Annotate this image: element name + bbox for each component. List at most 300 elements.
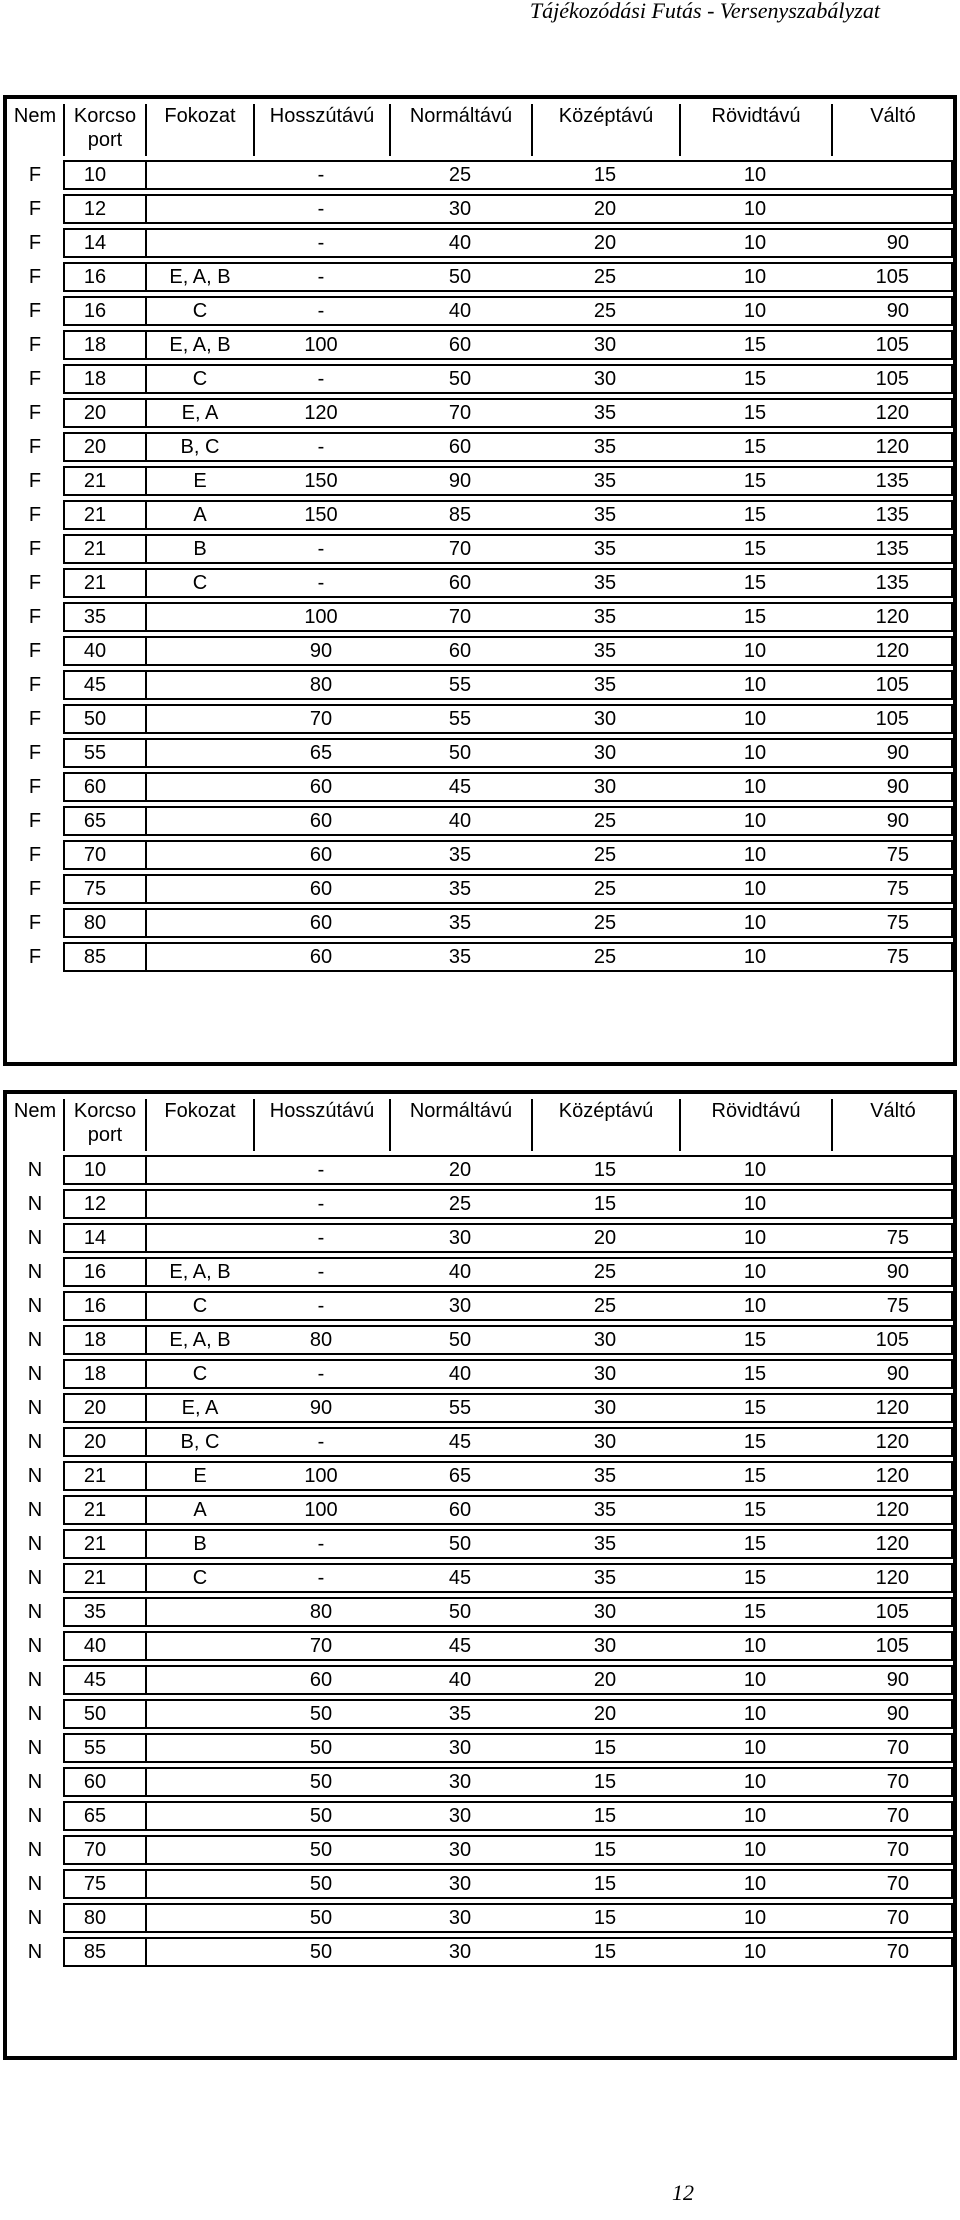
cell-age-group: 20 — [63, 1427, 145, 1457]
cell-middle: 20 — [531, 228, 679, 258]
cell-gender: N — [27, 1873, 43, 1895]
table-row — [7, 262, 953, 292]
cell-normal: 35 — [389, 942, 531, 972]
cell-sprint: 10 — [679, 1937, 831, 1967]
table-row — [7, 704, 953, 734]
cell-age-group: 40 — [63, 1631, 145, 1661]
cell-long: 60 — [253, 840, 389, 870]
cell-gender: F — [28, 402, 42, 424]
cell-gender: N — [27, 1601, 43, 1623]
cell-middle: 35 — [531, 500, 679, 530]
cell-normal: 40 — [389, 806, 531, 836]
cell-age-group: 18 — [63, 364, 145, 394]
cell-level: B, C — [145, 432, 253, 462]
cell-gender: N — [27, 1397, 43, 1419]
cell-age-group: 65 — [63, 806, 145, 836]
cell-level: C — [145, 296, 253, 326]
cell-long: 50 — [253, 1903, 389, 1933]
cell-middle: 35 — [531, 466, 679, 496]
cell-gender: F — [28, 844, 42, 866]
cell-gender: N — [27, 1159, 43, 1181]
cell-long: 100 — [253, 1461, 389, 1491]
header-age-group: Korcso port — [63, 104, 145, 156]
cell-gender: F — [28, 164, 42, 186]
cell-sprint: 10 — [679, 840, 831, 870]
table-row — [7, 432, 953, 462]
cell-level: C — [145, 1359, 253, 1389]
cell-sprint: 10 — [679, 670, 831, 700]
cell-age-group: 21 — [63, 1495, 145, 1525]
cell-age-group: 85 — [63, 1937, 145, 1967]
cell-normal: 50 — [389, 1529, 531, 1559]
header-sprint-distance: Rövidtávú — [679, 1099, 831, 1151]
cell-relay: 90 — [831, 1257, 953, 1287]
cell-middle: 30 — [531, 364, 679, 394]
cell-level — [145, 1597, 253, 1627]
cell-normal: 50 — [389, 364, 531, 394]
cell-age-group: 75 — [63, 874, 145, 904]
cell-relay: 70 — [831, 1733, 953, 1763]
cell-age-group: 21 — [63, 500, 145, 530]
cell-relay: 75 — [831, 942, 953, 972]
cell-relay: 120 — [831, 602, 953, 632]
cell-gender: N — [27, 1465, 43, 1487]
cell-relay: 105 — [831, 1597, 953, 1627]
cell-normal: 60 — [389, 568, 531, 598]
table-row — [7, 500, 953, 530]
cell-sprint: 10 — [679, 908, 831, 938]
cell-middle: 15 — [531, 1903, 679, 1933]
cell-sprint: 10 — [679, 942, 831, 972]
distance-table — [7, 1095, 953, 1971]
cell-level — [145, 1699, 253, 1729]
cell-age-group: 21 — [63, 1529, 145, 1559]
cell-level — [145, 160, 253, 190]
cell-level — [145, 670, 253, 700]
table-row — [7, 1223, 953, 1253]
cell-middle: 20 — [531, 194, 679, 224]
cell-sprint: 10 — [679, 636, 831, 666]
cell-gender: F — [28, 334, 42, 356]
cell-relay: 120 — [831, 1461, 953, 1491]
cell-middle: 25 — [531, 1291, 679, 1321]
cell-relay — [831, 1189, 953, 1219]
table-row — [7, 194, 953, 224]
cell-long: 120 — [253, 398, 389, 428]
cell-level: E, A — [145, 398, 253, 428]
cell-sprint: 10 — [679, 1291, 831, 1321]
table-row — [7, 1189, 953, 1219]
cell-sprint: 10 — [679, 1665, 831, 1695]
cell-relay: 70 — [831, 1801, 953, 1831]
cell-middle: 25 — [531, 1257, 679, 1287]
cell-sprint: 10 — [679, 1767, 831, 1797]
cell-long: 60 — [253, 772, 389, 802]
cell-age-group: 75 — [63, 1869, 145, 1899]
table-row — [7, 1529, 953, 1559]
table-row — [7, 466, 953, 496]
cell-gender: N — [27, 1703, 43, 1725]
cell-relay: 90 — [831, 1665, 953, 1695]
cell-middle: 30 — [531, 1427, 679, 1457]
cell-normal: 25 — [389, 160, 531, 190]
cell-level — [145, 1835, 253, 1865]
cell-normal: 60 — [389, 432, 531, 462]
cell-sprint: 10 — [679, 738, 831, 768]
cell-gender: N — [27, 1941, 43, 1963]
cell-relay: 75 — [831, 840, 953, 870]
cell-sprint: 10 — [679, 1903, 831, 1933]
cell-normal: 55 — [389, 670, 531, 700]
cell-age-group: 20 — [63, 398, 145, 428]
cell-age-group: 20 — [63, 1393, 145, 1423]
table-row — [7, 942, 953, 972]
cell-long: 100 — [253, 602, 389, 632]
cell-age-group: 35 — [63, 1597, 145, 1627]
cell-sprint: 15 — [679, 398, 831, 428]
table-row — [7, 1393, 953, 1423]
cell-normal: 25 — [389, 1189, 531, 1219]
cell-middle: 35 — [531, 1495, 679, 1525]
cell-age-group: 70 — [63, 1835, 145, 1865]
cell-relay: 120 — [831, 1427, 953, 1457]
cell-gender: N — [27, 1669, 43, 1691]
table-row — [7, 874, 953, 904]
cell-relay: 90 — [831, 228, 953, 258]
cell-long: 50 — [253, 1801, 389, 1831]
cell-level: C — [145, 1563, 253, 1593]
cell-normal: 20 — [389, 1155, 531, 1185]
cell-age-group: 16 — [63, 1257, 145, 1287]
cell-level: E, A, B — [145, 1325, 253, 1355]
cell-age-group: 80 — [63, 908, 145, 938]
cell-long: - — [253, 228, 389, 258]
cell-sprint: 10 — [679, 1733, 831, 1763]
cell-level: E — [145, 1461, 253, 1491]
table-row — [7, 1427, 953, 1457]
cell-normal: 35 — [389, 908, 531, 938]
cell-gender: F — [28, 878, 42, 900]
cell-relay — [831, 1155, 953, 1185]
cell-age-group: 18 — [63, 1359, 145, 1389]
header-long-distance: Hosszútávú — [253, 1099, 389, 1151]
cell-normal: 50 — [389, 1597, 531, 1627]
cell-level — [145, 636, 253, 666]
cell-middle: 35 — [531, 602, 679, 632]
cell-long: - — [253, 568, 389, 598]
cell-age-group: 21 — [63, 1461, 145, 1491]
cell-long: 70 — [253, 1631, 389, 1661]
cell-sprint: 10 — [679, 806, 831, 836]
cell-relay: 135 — [831, 534, 953, 564]
cell-level: A — [145, 500, 253, 530]
cell-relay: 90 — [831, 1359, 953, 1389]
cell-level: B — [145, 534, 253, 564]
cell-gender: N — [27, 1567, 43, 1589]
cell-relay: 70 — [831, 1835, 953, 1865]
cell-long: 60 — [253, 806, 389, 836]
cell-long: - — [253, 364, 389, 394]
table-row — [7, 1903, 953, 1933]
cell-sprint: 15 — [679, 500, 831, 530]
cell-long: - — [253, 1529, 389, 1559]
cell-long: 70 — [253, 704, 389, 734]
cell-normal: 45 — [389, 772, 531, 802]
cell-middle: 15 — [531, 1155, 679, 1185]
table-row — [7, 1563, 953, 1593]
table-header-row — [7, 1099, 953, 1151]
table-row — [7, 534, 953, 564]
cell-normal: 45 — [389, 1563, 531, 1593]
cell-age-group: 50 — [63, 704, 145, 734]
cell-gender: F — [28, 232, 42, 254]
table-row — [7, 1155, 953, 1185]
cell-relay: 120 — [831, 398, 953, 428]
cell-normal: 65 — [389, 1461, 531, 1491]
cell-normal: 45 — [389, 1631, 531, 1661]
cell-gender: N — [27, 1805, 43, 1827]
table-row — [7, 636, 953, 666]
cell-middle: 15 — [531, 1733, 679, 1763]
cell-gender: N — [27, 1193, 43, 1215]
cell-relay: 120 — [831, 636, 953, 666]
cell-normal: 40 — [389, 296, 531, 326]
table-row — [7, 568, 953, 598]
table-row — [7, 1325, 953, 1355]
header-long-distance: Hosszútávú — [253, 104, 389, 156]
cell-gender: F — [28, 776, 42, 798]
cell-middle: 25 — [531, 296, 679, 326]
cell-sprint: 15 — [679, 1529, 831, 1559]
cell-middle: 30 — [531, 330, 679, 360]
cell-middle: 30 — [531, 1393, 679, 1423]
cell-long: - — [253, 1223, 389, 1253]
cell-middle: 30 — [531, 772, 679, 802]
cell-level — [145, 602, 253, 632]
cell-sprint: 15 — [679, 1325, 831, 1355]
cell-middle: 30 — [531, 704, 679, 734]
cell-level — [145, 1665, 253, 1695]
cell-level — [145, 194, 253, 224]
cell-gender: N — [27, 1771, 43, 1793]
cell-middle: 35 — [531, 1461, 679, 1491]
cell-long: - — [253, 1257, 389, 1287]
cell-relay: 90 — [831, 1699, 953, 1729]
cell-relay: 105 — [831, 704, 953, 734]
cell-sprint: 10 — [679, 296, 831, 326]
cell-normal: 30 — [389, 1291, 531, 1321]
cell-level — [145, 908, 253, 938]
cell-relay: 70 — [831, 1903, 953, 1933]
cell-middle: 20 — [531, 1223, 679, 1253]
cell-gender: F — [28, 742, 42, 764]
cell-age-group: 12 — [63, 1189, 145, 1219]
cell-level: C — [145, 568, 253, 598]
cell-gender: N — [27, 1907, 43, 1929]
cell-middle: 25 — [531, 840, 679, 870]
cell-long: 100 — [253, 1495, 389, 1525]
cell-gender: N — [27, 1261, 43, 1283]
cell-long: 80 — [253, 670, 389, 700]
cell-normal: 60 — [389, 636, 531, 666]
cell-normal: 30 — [389, 1767, 531, 1797]
cell-relay: 75 — [831, 874, 953, 904]
cell-age-group: 55 — [63, 738, 145, 768]
cell-middle: 35 — [531, 432, 679, 462]
cell-sprint: 10 — [679, 1801, 831, 1831]
cell-middle: 35 — [531, 398, 679, 428]
cell-relay: 90 — [831, 806, 953, 836]
table-row — [7, 1495, 953, 1525]
cell-level — [145, 1631, 253, 1661]
cell-relay — [831, 194, 953, 224]
cell-age-group: 45 — [63, 670, 145, 700]
page-number: 12 — [672, 2180, 694, 2205]
cell-long: 50 — [253, 1937, 389, 1967]
cell-sprint: 15 — [679, 1495, 831, 1525]
cell-relay: 105 — [831, 1325, 953, 1355]
cell-sprint: 15 — [679, 1563, 831, 1593]
cell-long: - — [253, 1427, 389, 1457]
cell-sprint: 15 — [679, 1597, 831, 1627]
cell-normal: 40 — [389, 1257, 531, 1287]
cell-long: 150 — [253, 466, 389, 496]
cell-relay: 70 — [831, 1767, 953, 1797]
table-row — [7, 1461, 953, 1491]
cell-level — [145, 1869, 253, 1899]
table-row — [7, 1359, 953, 1389]
cell-long: 80 — [253, 1597, 389, 1627]
distance-table — [7, 100, 953, 976]
cell-middle: 25 — [531, 942, 679, 972]
cell-sprint: 10 — [679, 1155, 831, 1185]
cell-age-group: 20 — [63, 432, 145, 462]
table-row — [7, 1631, 953, 1661]
cell-normal: 30 — [389, 1869, 531, 1899]
cell-sprint: 10 — [679, 194, 831, 224]
cell-sprint: 15 — [679, 1359, 831, 1389]
category-table-female — [3, 95, 957, 1066]
cell-long: - — [253, 432, 389, 462]
cell-level: C — [145, 1291, 253, 1321]
table-row — [7, 364, 953, 394]
table-row — [7, 1801, 953, 1831]
cell-gender: N — [27, 1363, 43, 1385]
cell-level: A — [145, 1495, 253, 1525]
cell-normal: 35 — [389, 874, 531, 904]
cell-level: E, A, B — [145, 1257, 253, 1287]
cell-level — [145, 228, 253, 258]
cell-relay: 120 — [831, 432, 953, 462]
cell-sprint: 10 — [679, 874, 831, 904]
cell-sprint: 15 — [679, 432, 831, 462]
cell-middle: 35 — [531, 670, 679, 700]
cell-level: E, A, B — [145, 330, 253, 360]
cell-relay: 120 — [831, 1393, 953, 1423]
cell-sprint: 10 — [679, 160, 831, 190]
running-header-title: Tájékozódási Futás - Versenyszabályzat — [529, 0, 880, 23]
cell-middle: 35 — [531, 636, 679, 666]
cell-gender: F — [28, 300, 42, 322]
cell-normal: 70 — [389, 398, 531, 428]
cell-normal: 30 — [389, 1801, 531, 1831]
cell-middle: 25 — [531, 806, 679, 836]
cell-gender: N — [27, 1737, 43, 1759]
cell-age-group: 10 — [63, 160, 145, 190]
cell-level: B — [145, 1529, 253, 1559]
cell-normal: 55 — [389, 704, 531, 734]
cell-sprint: 15 — [679, 466, 831, 496]
cell-level — [145, 1937, 253, 1967]
cell-normal: 70 — [389, 602, 531, 632]
cell-middle: 30 — [531, 738, 679, 768]
cell-sprint: 15 — [679, 568, 831, 598]
cell-sprint: 15 — [679, 1393, 831, 1423]
cell-normal: 40 — [389, 228, 531, 258]
cell-gender: N — [27, 1227, 43, 1249]
table-row — [7, 602, 953, 632]
cell-middle: 25 — [531, 908, 679, 938]
table-row — [7, 330, 953, 360]
cell-age-group: 80 — [63, 1903, 145, 1933]
cell-gender: F — [28, 674, 42, 696]
cell-age-group: 16 — [63, 1291, 145, 1321]
cell-gender: F — [28, 436, 42, 458]
header-level: Fokozat — [145, 104, 253, 156]
cell-level — [145, 874, 253, 904]
cell-gender: F — [28, 266, 42, 288]
header-relay: Váltó — [831, 1099, 953, 1151]
header-relay: Váltó — [831, 104, 953, 156]
cell-level: B, C — [145, 1427, 253, 1457]
cell-level — [145, 772, 253, 802]
header-level: Fokozat — [145, 1099, 253, 1151]
cell-long: - — [253, 296, 389, 326]
cell-level — [145, 942, 253, 972]
cell-middle: 20 — [531, 1665, 679, 1695]
cell-normal: 40 — [389, 1665, 531, 1695]
cell-sprint: 10 — [679, 228, 831, 258]
cell-long: 60 — [253, 942, 389, 972]
table-row — [7, 1257, 953, 1287]
cell-age-group: 60 — [63, 1767, 145, 1797]
table-row — [7, 160, 953, 190]
cell-gender: F — [28, 572, 42, 594]
cell-normal: 85 — [389, 500, 531, 530]
cell-relay: 120 — [831, 1563, 953, 1593]
cell-level — [145, 1155, 253, 1185]
table-row — [7, 738, 953, 768]
cell-normal: 35 — [389, 1699, 531, 1729]
cell-long: 60 — [253, 1665, 389, 1695]
cell-relay: 105 — [831, 330, 953, 360]
cell-relay: 90 — [831, 738, 953, 768]
cell-gender: N — [27, 1533, 43, 1555]
table-header-row — [7, 104, 953, 156]
cell-gender: N — [27, 1635, 43, 1657]
cell-gender: N — [27, 1329, 43, 1351]
cell-gender: F — [28, 470, 42, 492]
cell-relay: 135 — [831, 568, 953, 598]
cell-gender: F — [28, 708, 42, 730]
table-row — [7, 806, 953, 836]
cell-gender: F — [28, 912, 42, 934]
cell-level: E, A — [145, 1393, 253, 1423]
cell-age-group: 18 — [63, 1325, 145, 1355]
cell-normal: 40 — [389, 1359, 531, 1389]
cell-long: 100 — [253, 330, 389, 360]
cell-relay: 70 — [831, 1869, 953, 1899]
